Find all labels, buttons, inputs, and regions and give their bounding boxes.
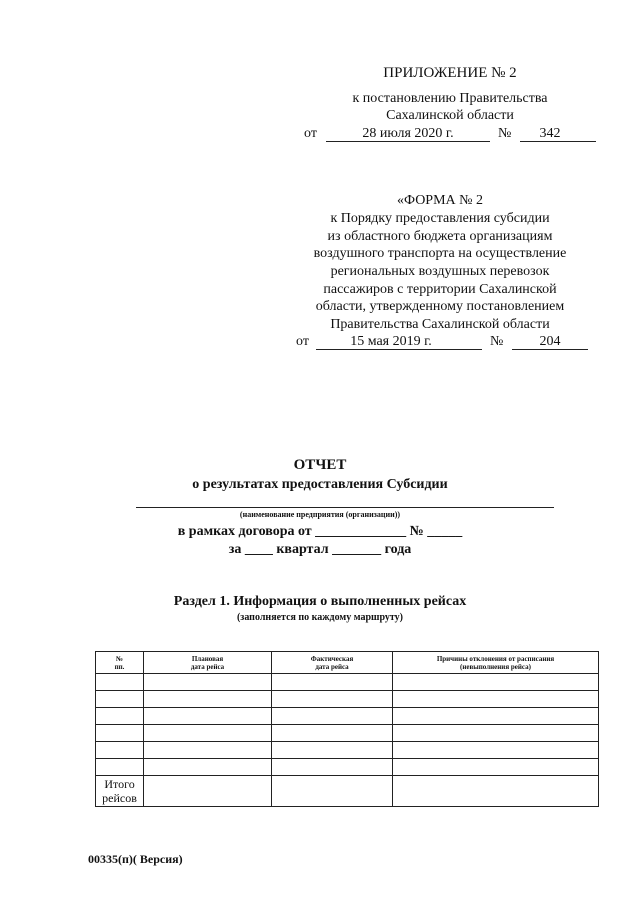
form-line-3: воздушного транспорта на осуществление xyxy=(313,246,567,261)
period-line: за ____ квартал _______ года xyxy=(228,542,412,557)
table-row xyxy=(96,674,599,691)
form-date: 15 мая 2019 г. xyxy=(350,334,432,349)
org-name-underline xyxy=(136,497,554,508)
form-num-label: № xyxy=(490,334,504,349)
form-line-6: области, утвержденному постановлением xyxy=(315,299,565,314)
appendix-date: 28 июля 2020 г. xyxy=(362,126,454,141)
col-header-reasons: Причины отклонения от расписания (невыполнения рейса) xyxy=(393,652,599,674)
appendix-line1: к постановлению Правительства xyxy=(352,91,548,106)
form-line-4: региональных воздушных перевозок xyxy=(330,264,550,279)
table-row xyxy=(96,708,599,725)
col-header-planned-date: Плановая дата рейса xyxy=(144,652,272,674)
form-from-label: от xyxy=(296,334,309,349)
appendix-number: 342 xyxy=(539,126,561,141)
table-total-row xyxy=(96,776,599,807)
appendix-line2: Сахалинской области xyxy=(386,108,514,123)
org-name-caption: (наименование предприятия (организации)) xyxy=(239,510,401,519)
form-number: 204 xyxy=(539,334,561,349)
form-line-1: к Порядку предоставления субсидии xyxy=(330,211,550,226)
contract-line: в рамках договора от _____________ № _____ xyxy=(177,524,463,539)
col-header-actual-date: Фактическая дата рейса xyxy=(272,652,393,674)
table-row xyxy=(96,759,599,776)
form-line-5: пассажиров с территории Сахалинской xyxy=(323,282,557,297)
section-title: Раздел 1. Информация о выполненных рейсах xyxy=(173,594,467,609)
table-row xyxy=(96,725,599,742)
col-header-number: № пп. xyxy=(96,652,144,674)
appendix-num-label: № xyxy=(498,126,512,141)
total-label: Итого рейсов xyxy=(96,776,144,807)
appendix-title: ПРИЛОЖЕНИЕ № 2 xyxy=(383,65,517,81)
report-subtitle: о результатах предоставления Субсидии xyxy=(192,477,448,492)
document-code: 00335(п)( Версия) xyxy=(88,852,183,866)
form-line-2: из областного бюджета организациям xyxy=(327,229,553,244)
table-header-row xyxy=(96,652,599,674)
appendix-from-label: от xyxy=(304,126,317,141)
table-row xyxy=(96,691,599,708)
report-title: ОТЧЕТ xyxy=(293,457,347,473)
flights-table xyxy=(95,651,599,807)
section-note: (заполняется по каждому маршруту) xyxy=(236,612,404,623)
form-line-7: Правительства Сахалинской области xyxy=(330,317,550,332)
table-row xyxy=(96,742,599,759)
form-line-0: «ФОРМА № 2 xyxy=(396,193,484,208)
